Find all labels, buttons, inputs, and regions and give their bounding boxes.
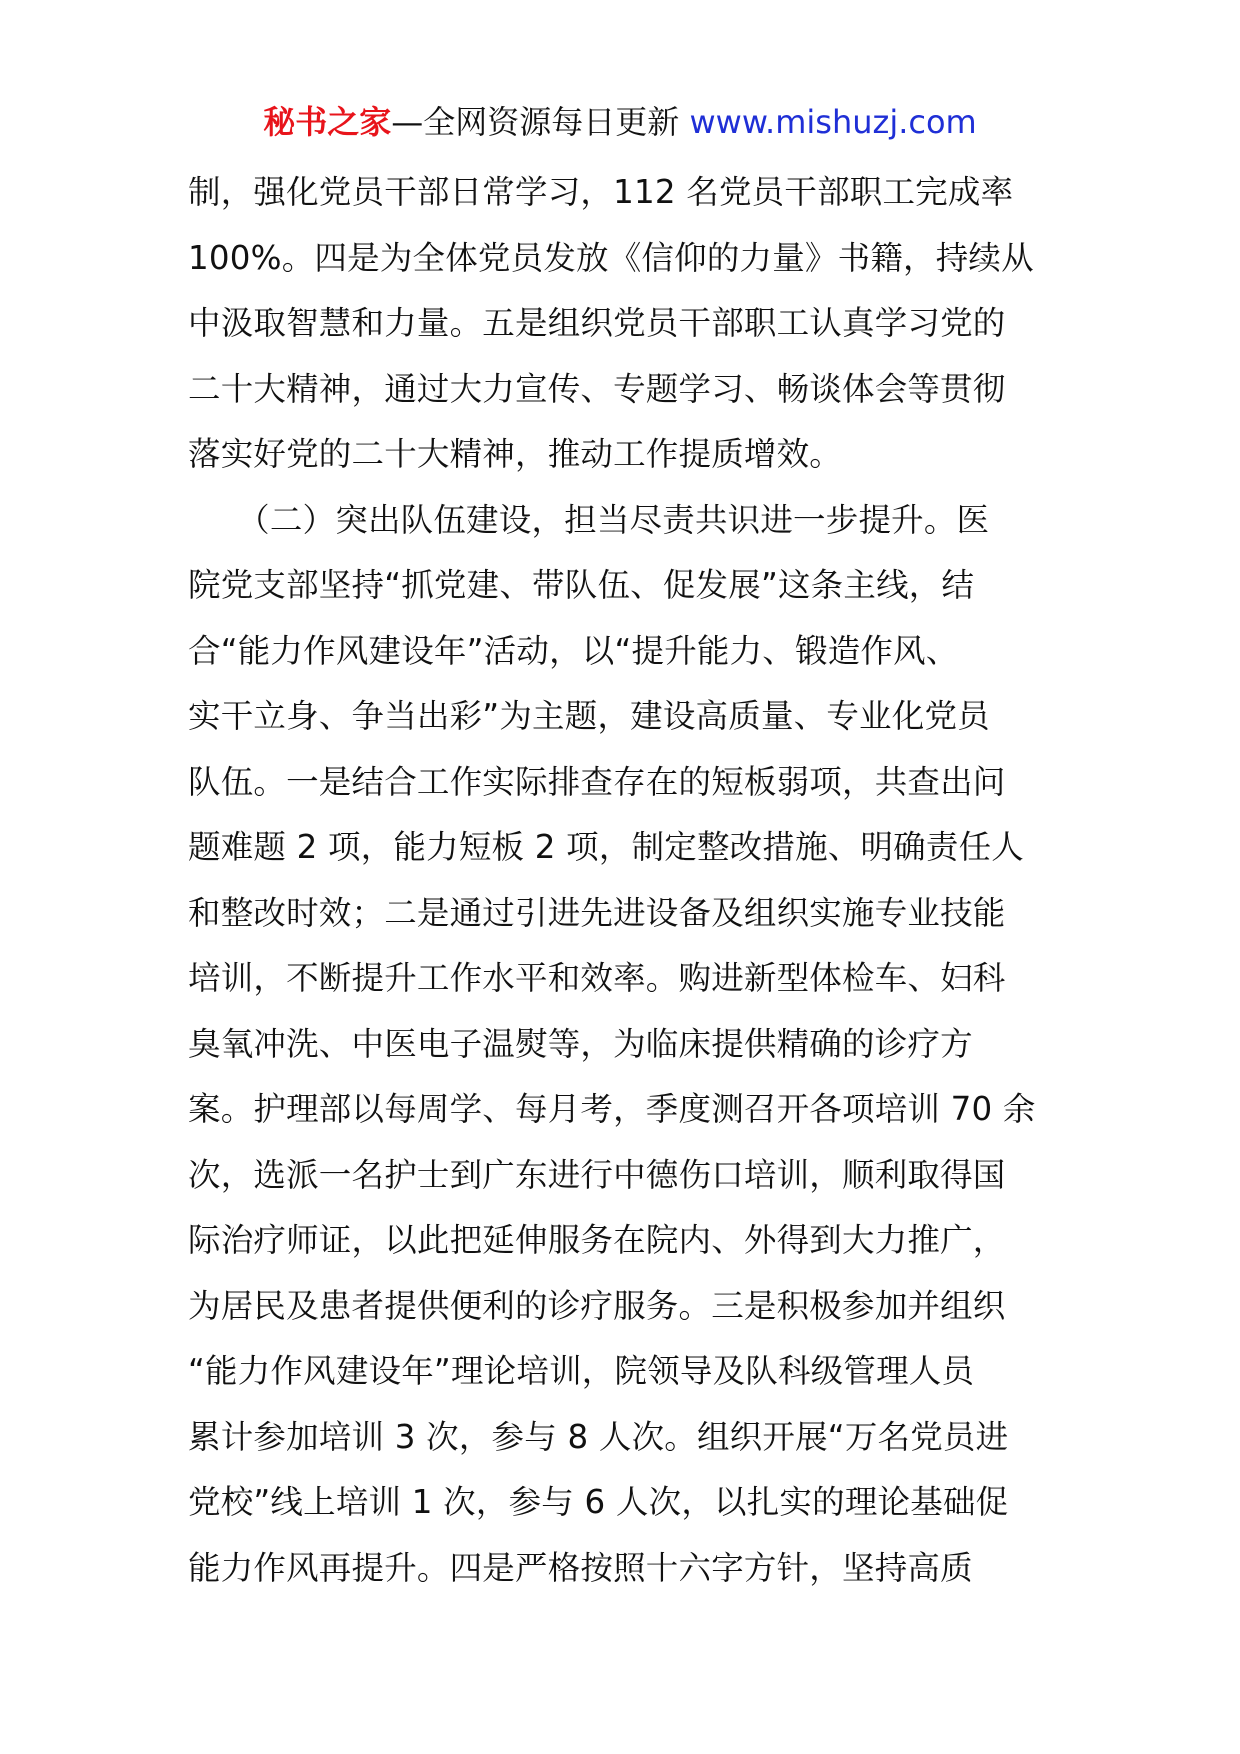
watermark-header [0,100,1240,144]
text-line: 次，选派一名护士到广东进行中德伤口培训，顺利取得国 [188,1155,1006,1194]
text-line: 合“能力作风建设年”活动，以“提升能力、锻造作风、 [188,631,959,670]
text-line: 实干立身、争当出彩”为主题，建设高质量、专业化党员 [188,697,990,735]
text-line: 能力作风再提升。四是严格按照十六字方针，坚持高质 [188,1548,973,1587]
text-line: 落实好党的二十大精神，推动工作提质增效。 [188,435,843,473]
brand-name: 秘书之家 [263,103,392,141]
text-line: 100%。四是为全体党员发放《信仰的力量》书籍，持续从 [188,238,1034,277]
text-line: 队伍。一是结合工作实际排查存在的短板弱项，共查出问 [188,762,1006,801]
text-line: 和整改时效；二是通过引进先进设备及组织实施专业技能 [188,893,1006,932]
section-heading-line: （二）突出队伍建设，担当尽责共识进一步提升。医 [188,500,990,539]
text-line: 培训，不断提升工作水平和效率。购进新型体检车、妇科 [188,959,1006,997]
text-line: 院党支部坚持“抓党建、带队伍、促发展”这条主线，结 [188,566,975,604]
text-line: 党校”线上培训 1 次，参与 6 人次，以扎实的理论基础促 [188,1483,1009,1521]
text-line: 臭氧冲洗、中医电子温熨等，为临床提供精确的诊疗方 [188,1024,973,1063]
text-line: 累计参加培训 3 次，参与 8 人次。组织开展“万名党员进 [188,1417,1009,1456]
text-line: 为居民及患者提供便利的诊疗服务。三是积极参加并组织 [188,1286,1006,1325]
text-line: 案。护理部以每周学、每月考，季度测召开各项培训 70 余 [188,1090,1036,1128]
document-body [188,160,1058,1601]
header-tagline: —全网资源每日更新 [391,103,690,141]
website-link[interactable]: www.mishuzj.com [689,103,977,141]
text-line: 制，强化党员干部日常学习，112 名党员干部职工完成率 [188,173,1014,211]
text-line: “能力作风建设年”理论培训，院领导及队科级管理人员 [188,1352,975,1390]
text-line: 二十大精神，通过大力宣传、专题学习、畅谈体会等贯彻 [188,369,1006,408]
text-line: 中汲取智慧和力量。五是组织党员干部职工认真学习党的 [188,304,1006,342]
text-line: 际治疗师证，以此把延伸服务在院内、外得到大力推广， [188,1221,1006,1259]
text-line: 题难题 2 项，能力短板 2 项，制定整改措施、明确责任人 [188,828,1024,866]
